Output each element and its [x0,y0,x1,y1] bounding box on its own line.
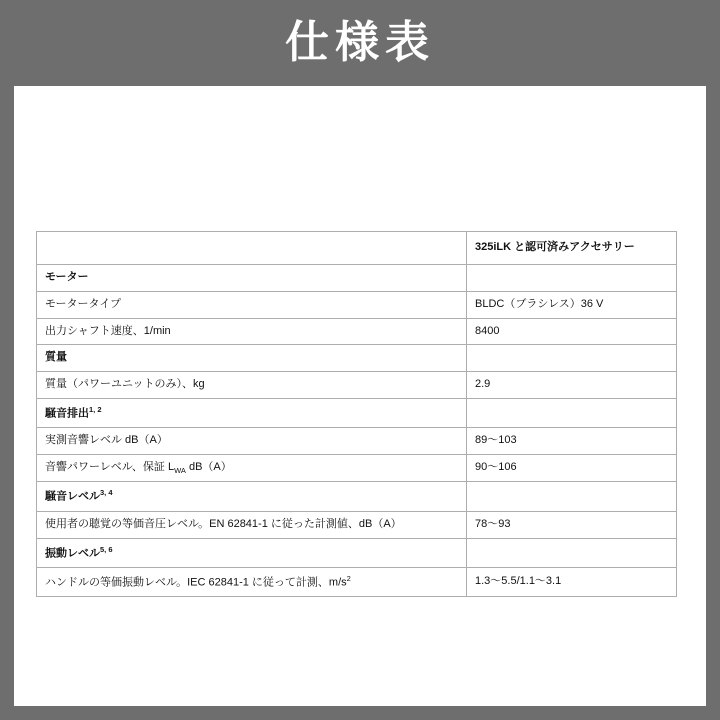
header-band [0,0,720,86]
label-part-1: ハンドルの等価振動レベル。IEC 62841-1 に従って計測、m/s [45,576,347,589]
section-text-noise-emission: 騒音排出 [45,407,89,420]
section-label-noise-level [37,482,467,511]
row-label-weight-power-unit: 質量（パワーユニットのみ）、kg [37,372,467,399]
table-row [37,454,677,482]
table-row [37,265,677,292]
row-value-equivalent-sound-pressure: 78〜93 [467,511,677,538]
section-value-noise-emission [467,398,677,427]
section-value-motor [467,265,677,292]
table-row [37,318,677,345]
spec-table-wrapper [36,231,676,597]
section-label-vibration-level [37,538,467,567]
table-row [37,372,677,399]
table-row [37,482,677,511]
label-part-1: 音響パワーレベル、保証 L [45,460,175,473]
document-sheet [14,86,706,706]
row-value-sound-power-level: 90〜106 [467,454,677,482]
table-row [37,345,677,372]
label-subscript: WA [174,466,186,476]
section-text-vibration-level: 振動レベル [45,547,100,560]
footnote-marker: 3, 4 [100,488,113,498]
section-value-weight [467,345,677,372]
row-value-weight-power-unit: 2.9 [467,372,677,399]
table-header-row [37,232,677,265]
table-row [37,398,677,427]
row-value-measured-sound-level: 89〜103 [467,428,677,455]
footnote-marker: 5, 6 [100,544,113,554]
header-cell-product: 325iLK と認可済みアクセサリー [467,232,677,265]
header-cell-blank [37,232,467,265]
table-row [37,428,677,455]
table-row [37,538,677,567]
table-row [37,568,677,597]
row-label-measured-sound-level: 実測音響レベル dB（A） [37,428,467,455]
row-label-sound-power-level [37,454,467,482]
section-label-noise-emission [37,398,467,427]
row-label-handle-vibration [37,568,467,597]
section-value-vibration-level [467,538,677,567]
row-value-handle-vibration: 1.3〜5.5/1.1〜3.1 [467,568,677,597]
label-superscript: 2 [346,574,351,584]
row-label-output-shaft-speed: 出力シャフト速度、1/min [37,318,467,345]
section-text-noise-level: 騒音レベル [45,491,100,504]
row-value-output-shaft-speed: 8400 [467,318,677,345]
row-value-motor-type: BLDC（ブラシレス）36 V [467,291,677,318]
section-label-weight: 質量 [37,345,467,372]
footnote-marker: 1, 2 [89,404,102,414]
table-row [37,291,677,318]
section-value-noise-level [467,482,677,511]
row-label-equivalent-sound-pressure: 使用者の聴覚の等価音圧レベル。EN 62841-1 に従った計測値、dB（A） [37,511,467,538]
section-label-motor: モーター [37,265,467,292]
table-row [37,511,677,538]
row-label-motor-type: モータータイプ [37,291,467,318]
label-part-2: dB（A） [185,460,232,473]
page-title: 仕様表 [285,18,435,67]
specification-table [36,231,677,597]
